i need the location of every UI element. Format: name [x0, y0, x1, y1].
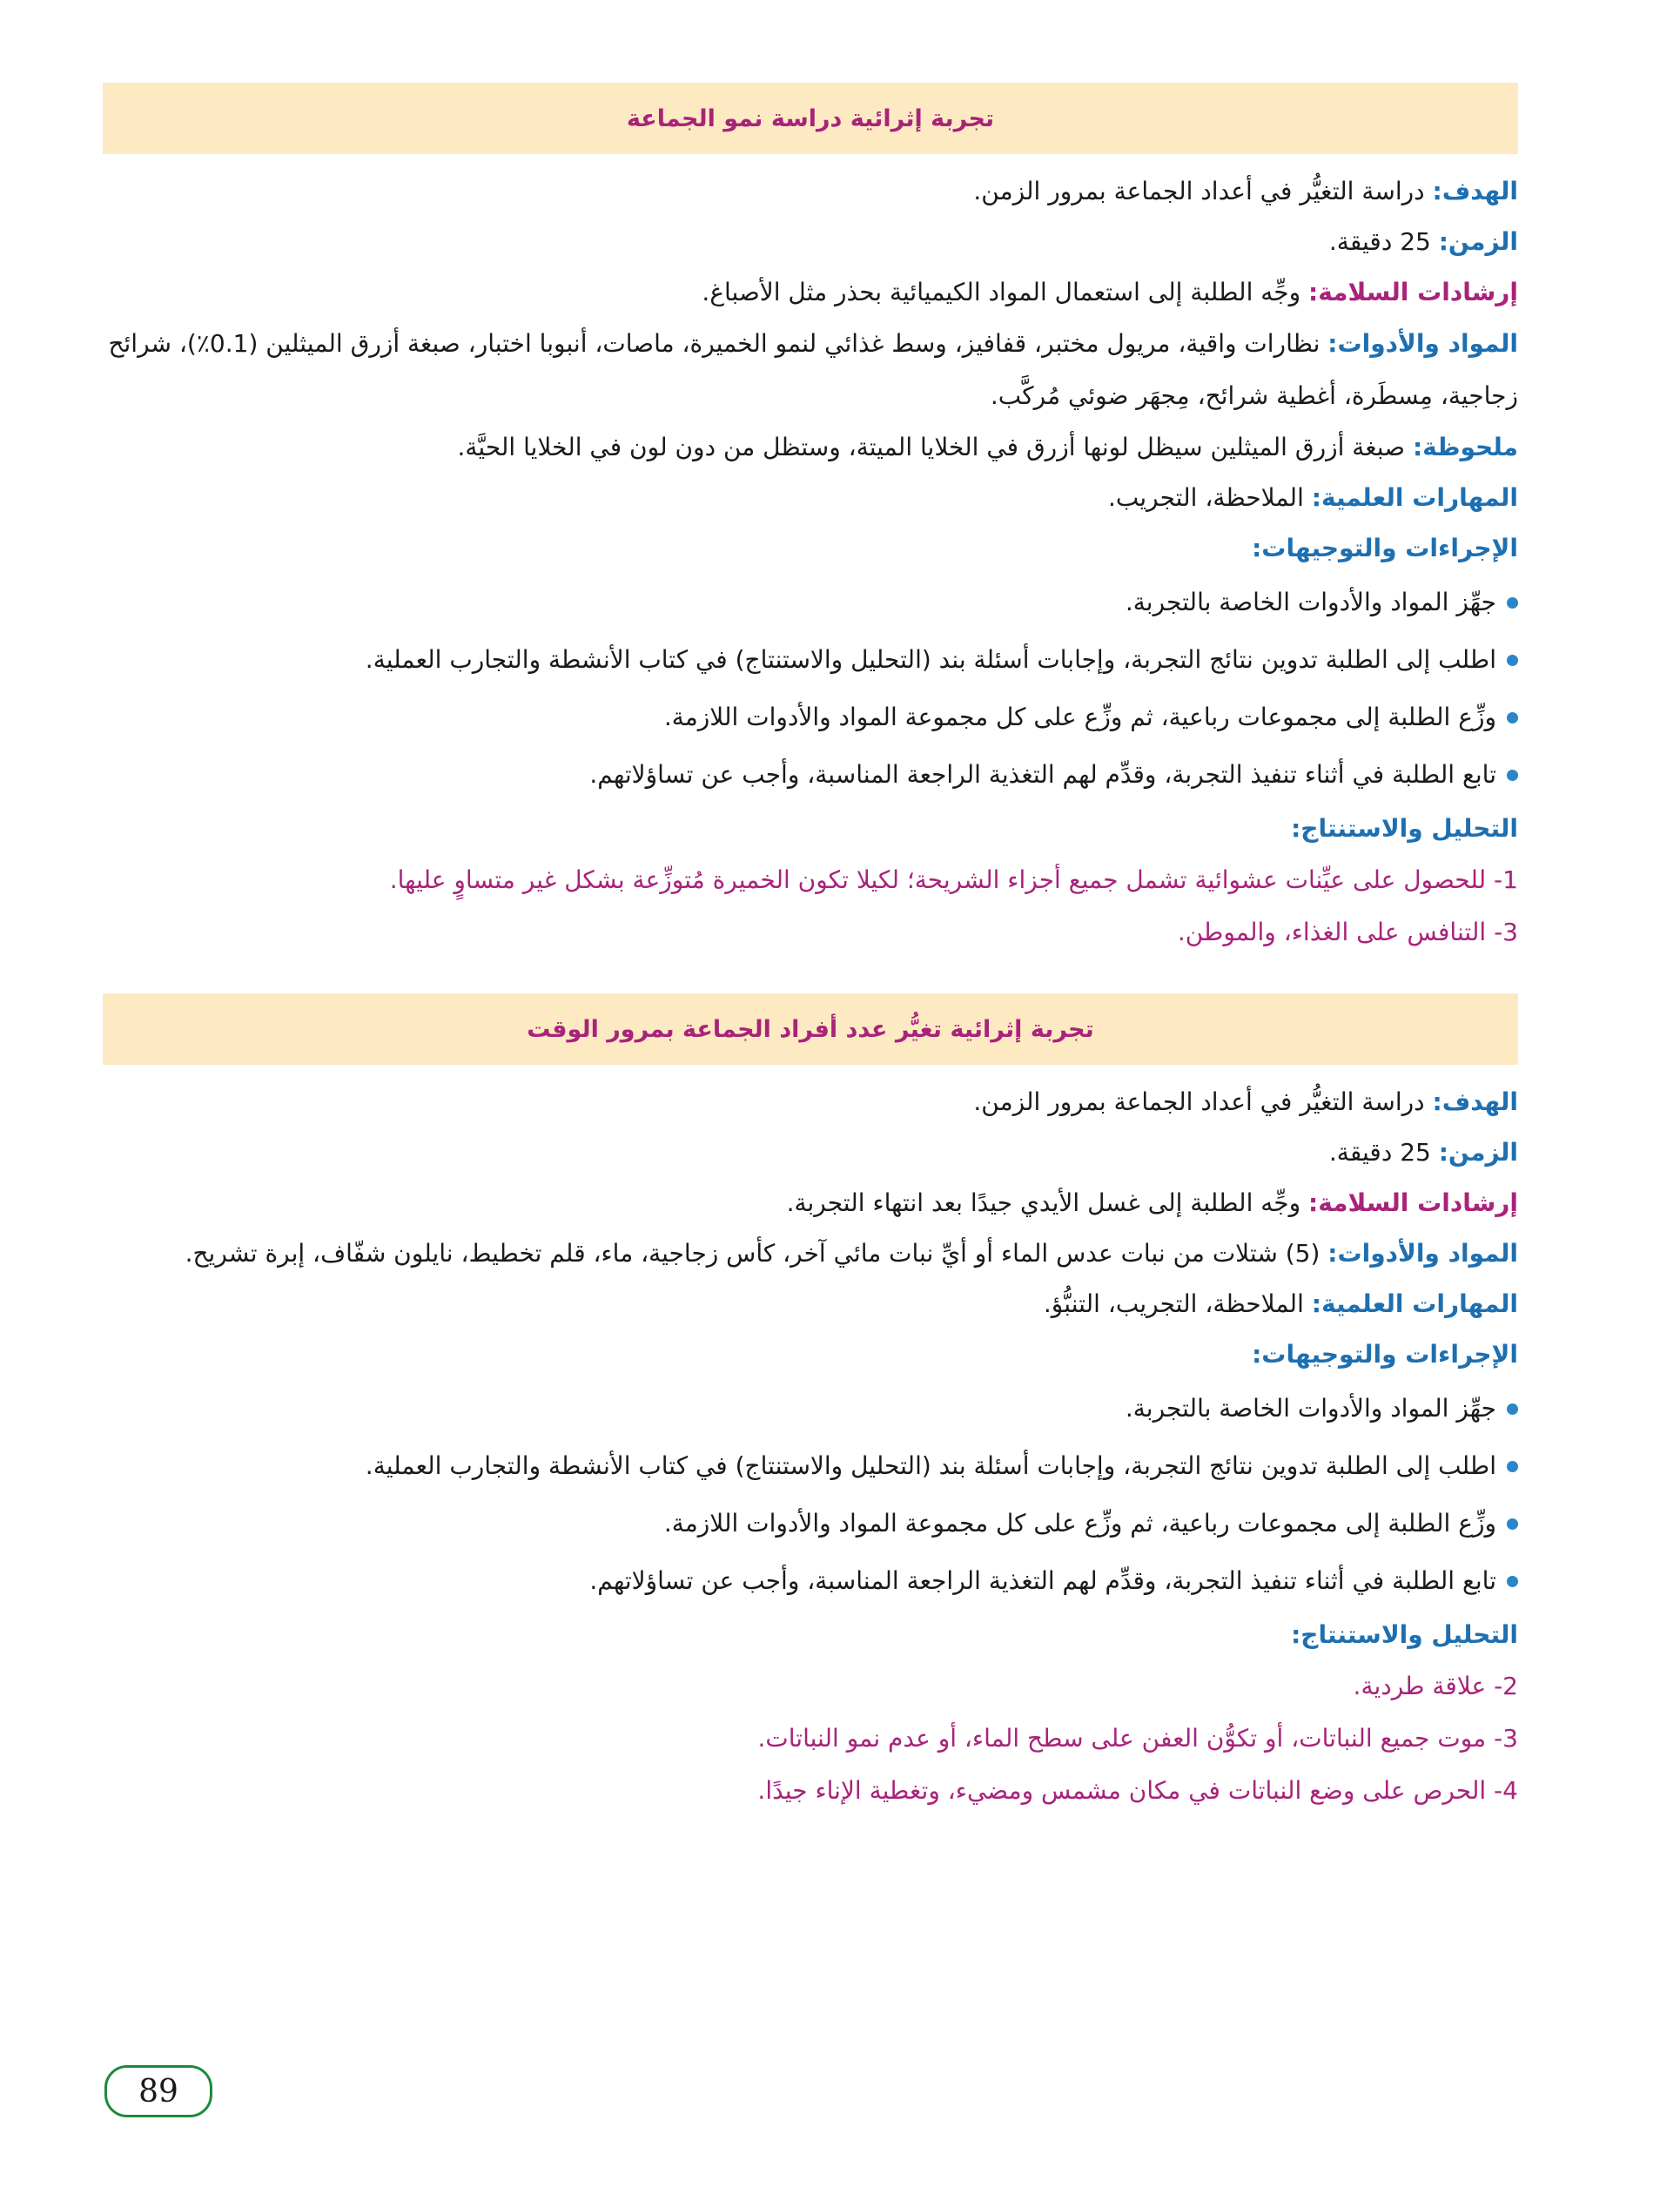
materials-text: نظارات واقية، مريول مختبر، قفافيز، وسط غذائي لنمو الخميرة، ماصات، أنبوبا اختبار، صبغة أزرق الميثلين (0.1٪)، شرائح زجاجية، مِسطَرة، أغطية شرائح، مِجهَر ضوئي مُركَّب.	[108, 329, 1518, 410]
materials-label: المواد والأدوات:	[1327, 329, 1518, 358]
analysis-heading: التحليل والاستنتاج:	[1291, 1620, 1518, 1649]
time-line	[103, 1127, 1518, 1178]
goal-label: الهدف:	[1432, 177, 1518, 205]
goal-text: دراسة التغيُّر في أعداد الجماعة بمرور الزمن.	[973, 177, 1433, 205]
bullet-dot-icon	[1507, 1576, 1518, 1587]
experiment-section-1	[103, 83, 1518, 959]
safety-text: وجِّه الطلبة إلى غسل الأيدي جيدًا بعد انتهاء التجربة.	[786, 1188, 1308, 1217]
list-item: وزِّع الطلبة إلى مجموعات رباعية، ثم وزِّع على كل مجموعة المواد والأدوات اللازمة.	[103, 689, 1518, 746]
answer-item: 2- علاقة طردية.	[1353, 1672, 1518, 1700]
answer-item: 1- للحصول على عيِّنات عشوائية تشمل جميع أجزاء الشريحة؛ لكيلا تكون الخميرة مُتوزِّعة بشكل غير متساوٍ عليها.	[389, 865, 1518, 894]
section-title-banner	[103, 993, 1518, 1065]
list-item: جهِّز المواد والأدوات الخاصة بالتجربة.	[103, 1380, 1518, 1437]
procedures-list	[103, 574, 1518, 804]
skills-label: المهارات العلمية:	[1311, 1289, 1518, 1318]
skills-text: الملاحظة، التجريب، التنبُّؤ.	[1043, 1289, 1312, 1318]
section-title: تجربة إثرائية تغيُّر عدد أفراد الجماعة بمرور الوقت	[527, 1015, 1094, 1043]
experiment-section-2	[103, 993, 1518, 1817]
materials-line	[103, 318, 1518, 422]
procedures-list	[103, 1380, 1518, 1610]
procedures-heading: الإجراءات والتوجيهات:	[1252, 534, 1518, 562]
list-item: اطلب إلى الطلبة تدوين نتائج التجربة، وإجابات أسئلة بند (التحليل والاستنتاج) في كتاب الأنشطة والتجارب العملية.	[103, 631, 1518, 689]
time-line	[103, 217, 1518, 267]
goal-line	[103, 166, 1518, 217]
skills-line	[103, 473, 1518, 523]
answer-item: 3- التنافس على الغذاء، والموطن.	[1177, 918, 1518, 946]
materials-text: (5) شتلات من نبات عدس الماء أو أيِّ نبات مائي آخر، كأس زجاجية، ماء، قلم تخطيط، نايلون شفّاف، إبرة تشريح.	[185, 1239, 1328, 1268]
goal-text: دراسة التغيُّر في أعداد الجماعة بمرور الزمن.	[973, 1087, 1433, 1116]
time-text: 25 دقيقة.	[1328, 1138, 1439, 1167]
note-line	[103, 422, 1518, 473]
bullet-dot-icon	[1507, 597, 1518, 609]
goal-label: الهدف:	[1432, 1087, 1518, 1116]
time-text: 25 دقيقة.	[1328, 227, 1439, 256]
goal-line	[103, 1077, 1518, 1127]
list-item: جهِّز المواد والأدوات الخاصة بالتجربة.	[103, 574, 1518, 631]
materials-line	[103, 1228, 1518, 1279]
answer-item: 3- موت جميع النباتات، أو تكوُّن العفن على سطح الماء، أو عدم نمو النباتات.	[757, 1724, 1518, 1753]
safety-text: وجِّه الطلبة إلى استعمال المواد الكيميائية بحذر مثل الأصباغ.	[702, 278, 1308, 306]
bullet-dot-icon	[1507, 770, 1518, 781]
bullet-dot-icon	[1507, 1518, 1518, 1530]
section-title: تجربة إثرائية دراسة نمو الجماعة	[626, 104, 995, 132]
skills-text: الملاحظة، التجريب.	[1107, 483, 1312, 512]
note-text: صبغة أزرق الميثلين سيظل لونها أزرق في الخلايا الميتة، وستظل من دون لون في الخلايا الحيَّة.	[457, 433, 1413, 461]
page	[103, 83, 1518, 1852]
safety-line	[103, 267, 1518, 318]
bullet-dot-icon	[1507, 712, 1518, 723]
safety-label: إرشادات السلامة:	[1308, 1188, 1518, 1217]
list-item: تابع الطلبة في أثناء تنفيذ التجربة، وقدِّم لهم التغذية الراجعة المناسبة، وأجب عن تساؤلاتهم.	[103, 746, 1518, 804]
note-label: ملحوظة:	[1412, 433, 1518, 461]
list-item: وزِّع الطلبة إلى مجموعات رباعية، ثم وزِّع على كل مجموعة المواد والأدوات اللازمة.	[103, 1495, 1518, 1552]
skills-label: المهارات العلمية:	[1311, 483, 1518, 512]
materials-label: المواد والأدوات:	[1327, 1239, 1518, 1268]
bullet-dot-icon	[1507, 655, 1518, 666]
bullet-dot-icon	[1507, 1461, 1518, 1472]
time-label: الزمن:	[1438, 1138, 1518, 1167]
section-title-banner	[103, 83, 1518, 154]
list-item: تابع الطلبة في أثناء تنفيذ التجربة، وقدِّم لهم التغذية الراجعة المناسبة، وأجب عن تساؤلاتهم.	[103, 1552, 1518, 1610]
safety-line	[103, 1178, 1518, 1228]
time-label: الزمن:	[1438, 227, 1518, 256]
page-number-badge	[104, 2065, 212, 2117]
procedures-heading: الإجراءات والتوجيهات:	[1252, 1340, 1518, 1369]
analysis-heading: التحليل والاستنتاج:	[1291, 814, 1518, 843]
skills-line	[103, 1279, 1518, 1329]
answer-item: 4- الحرص على وضع النباتات في مكان مشمس ومضيء، وتغطية الإناء جيدًا.	[757, 1776, 1518, 1805]
list-item: اطلب إلى الطلبة تدوين نتائج التجربة، وإجابات أسئلة بند (التحليل والاستنتاج) في كتاب الأنشطة والتجارب العملية.	[103, 1437, 1518, 1495]
bullet-dot-icon	[1507, 1403, 1518, 1415]
page-number: 89	[138, 2073, 178, 2110]
safety-label: إرشادات السلامة:	[1308, 278, 1518, 306]
